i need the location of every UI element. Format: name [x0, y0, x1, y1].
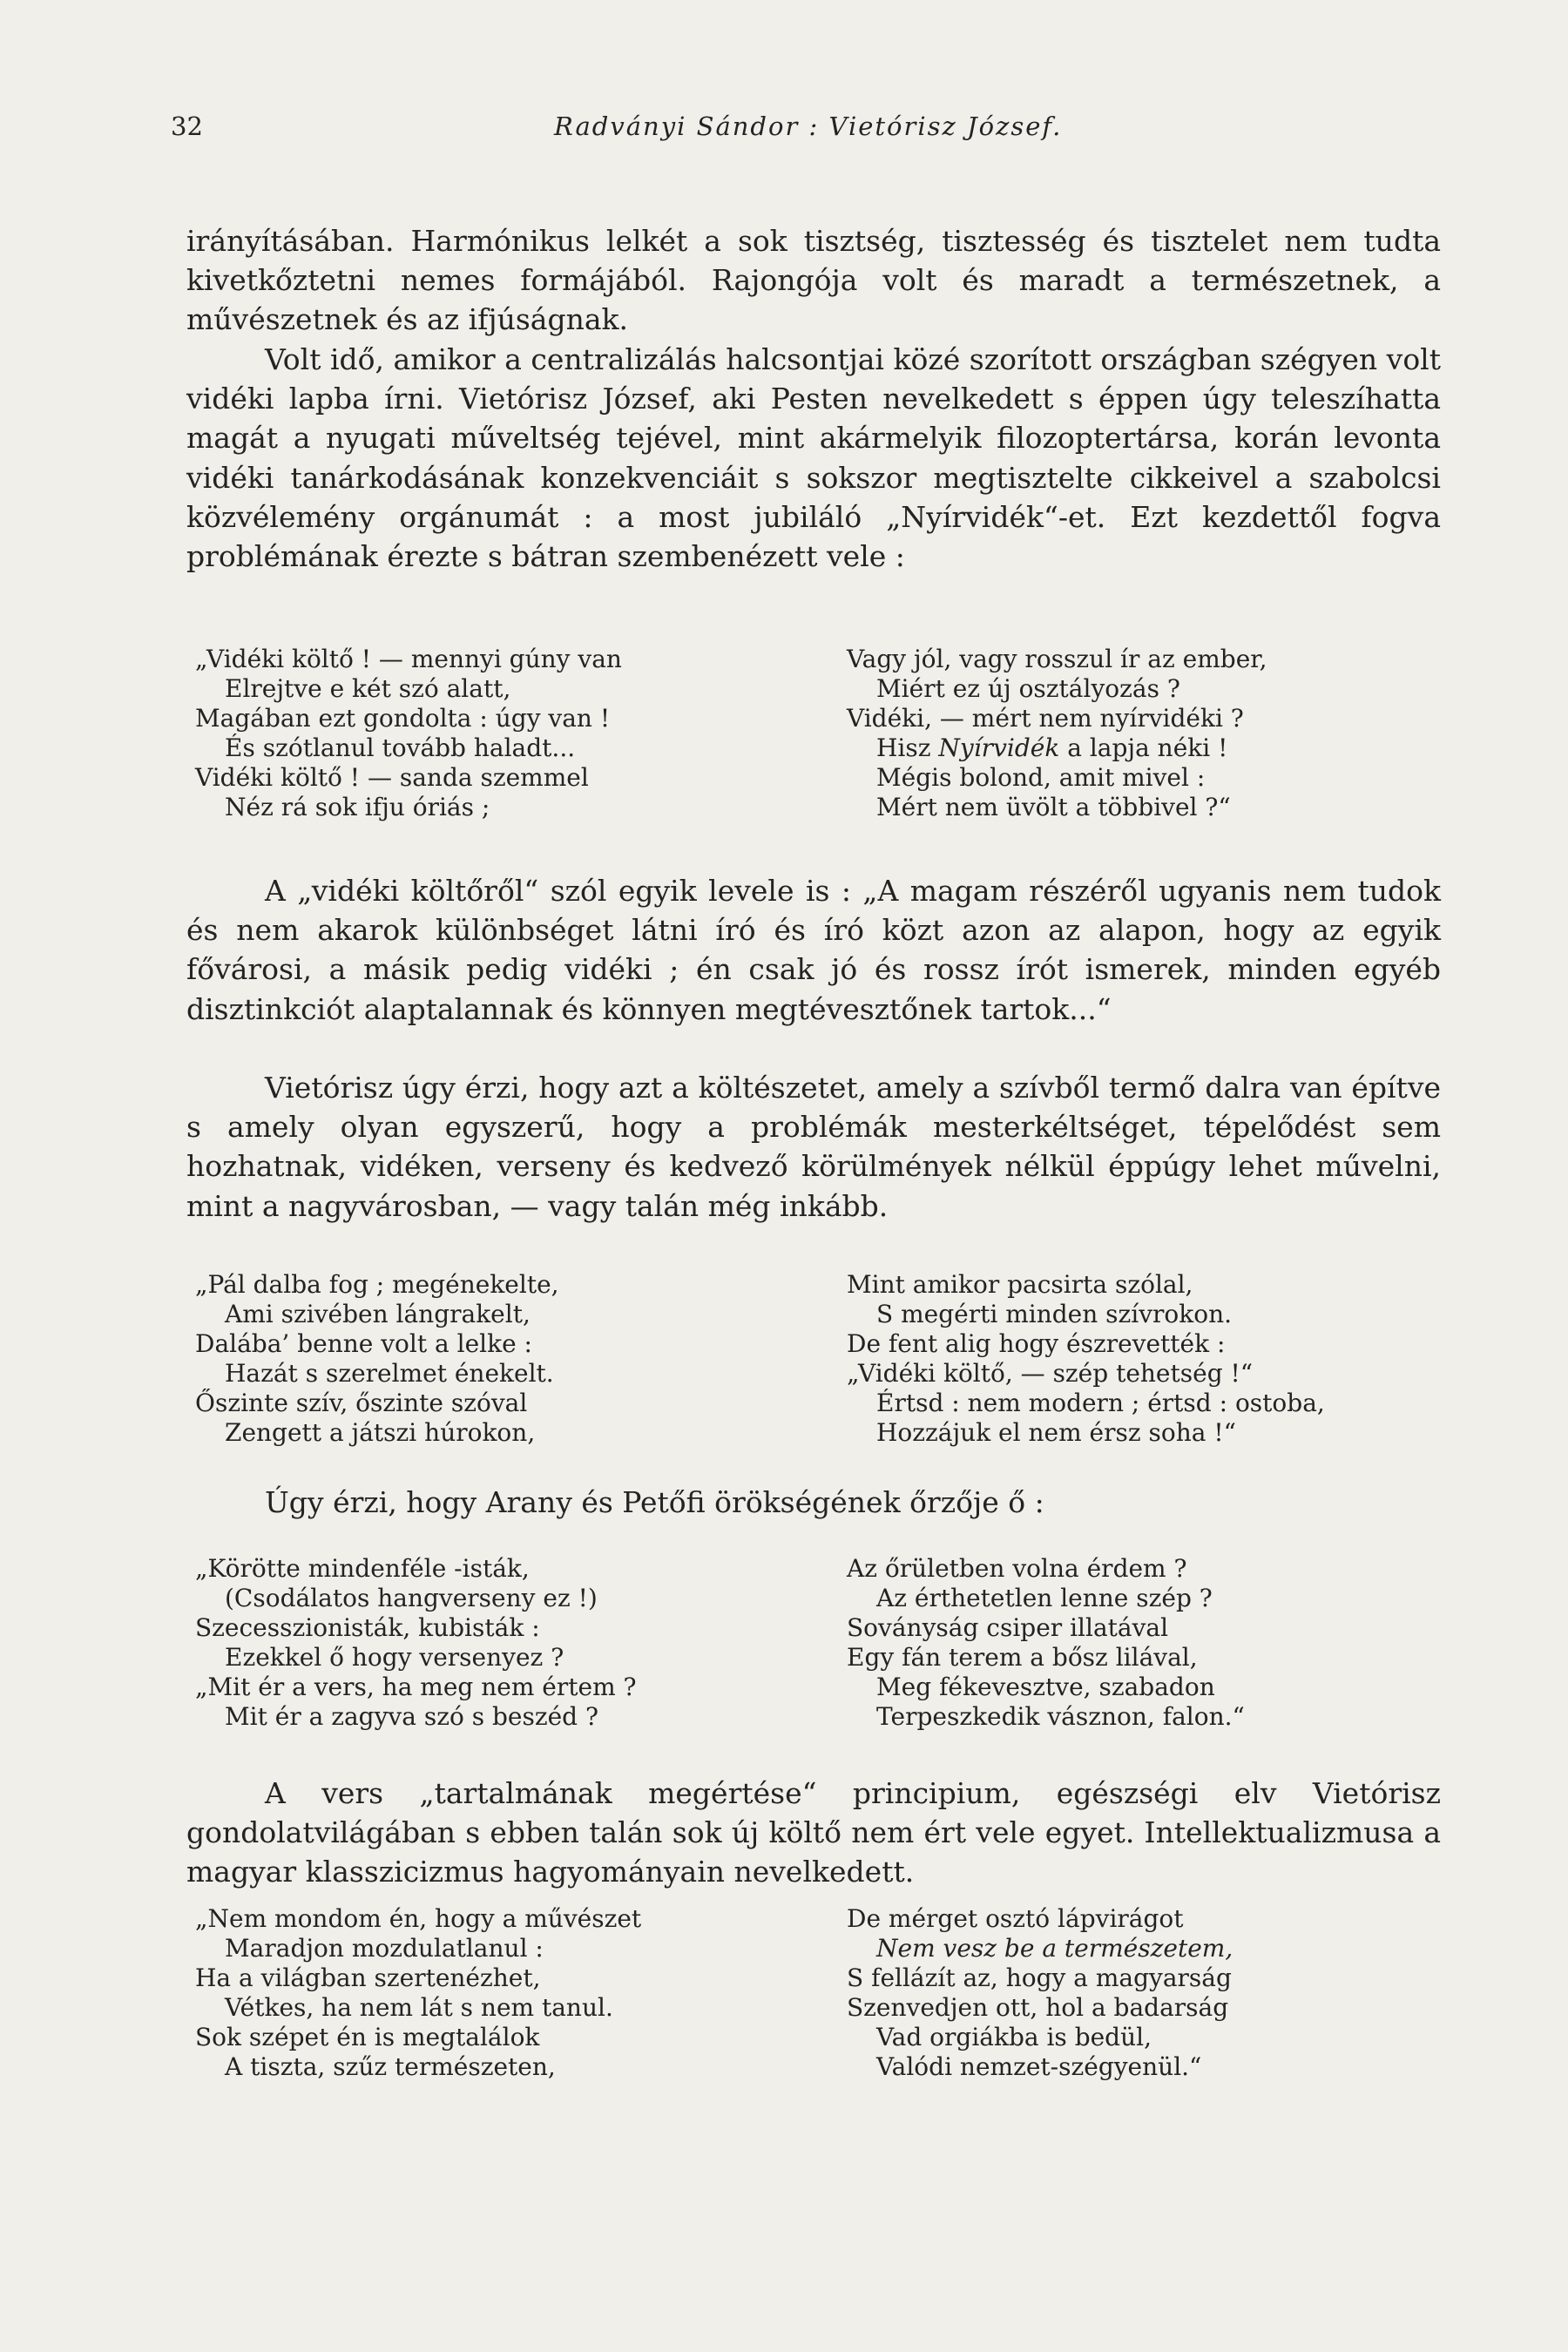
page-number: 32: [171, 112, 203, 141]
verse-line: Ezekkel ő hogy versenyez ?: [225, 1643, 564, 1672]
verse-line: Értsd : nem modern ; értsd : ostoba,: [876, 1389, 1325, 1417]
verse-text: Hisz: [876, 733, 931, 762]
verse-line: Mint amikor pacsirta szólal,: [847, 1270, 1193, 1299]
poem-3-left-stanza: [195, 1554, 805, 1732]
paragraph-1: irányításában. Harmónikus lelkét a sok tisztség, tisztesség és tisztelet nem tudta kivetkőztetni nemes formájából. Rajongója volt és maradt a természetnek, a művészetnek és az ifjúságnak.: [186, 224, 1441, 337]
poem-4-left-stanza: [195, 1904, 805, 2082]
paragraph-3: A „vidéki költőről“ szól egyik levele is : „A magam részéről ugyanis nem tudok és nem akarok különbséget látni író és író közt azon az alapon, hogy az egyik fővárosi, a másik pedig vidéki ; én csak jó és rossz írót ismerek, minden egyéb disztinkciót alaptalannak és könnyen megtévesztőnek tartok...“: [186, 874, 1441, 1026]
verse-line: „Vidéki költő ! — mennyi gúny van: [195, 645, 622, 673]
verse-line: Miért ez új osztályozás ?: [876, 674, 1180, 703]
verse-line: Az érthetetlen lenne szép ?: [876, 1584, 1213, 1612]
verse-line: Mégis bolond, amit mivel :: [876, 763, 1206, 792]
verse-line: Mért nem üvölt a többivel ?“: [876, 793, 1231, 821]
running-header: [171, 112, 1425, 150]
poem-1-left-stanza: [195, 645, 805, 822]
verse-line: Terpeszkedik vásznon, falon.“: [876, 1702, 1245, 1731]
verse-line: „Nem mondom én, hogy a művészet: [195, 1904, 642, 1933]
verse-line: [847, 733, 1456, 763]
poem-3-right-stanza: [847, 1554, 1456, 1732]
verse-line: Néz rá sok ifju óriás ;: [225, 793, 490, 821]
poem-2-right-stanza: [847, 1270, 1456, 1448]
verse-line: Zengett a játszi húrokon,: [225, 1418, 536, 1447]
verse-line: Mit ér a zagyva szó s beszéd ?: [225, 1702, 598, 1731]
verse-line: Szecesszionisták, kubisták :: [195, 1613, 540, 1642]
verse-line: Vétkes, ha nem lát s nem tanul.: [225, 1993, 613, 2022]
verse-line: Vidéki, — mért nem nyírvidéki ?: [847, 704, 1244, 733]
verse-line: A tiszta, szűz természeten,: [225, 2052, 556, 2081]
verse-line: Dalába’ benne volt a lelke :: [195, 1329, 532, 1358]
verse-line: Vagy jól, vagy rosszul ír az ember,: [847, 645, 1267, 673]
verse-line: „Pál dalba fog ; megénekelte,: [195, 1270, 559, 1299]
poem-2-left-stanza: [195, 1270, 805, 1448]
verse-text: a lapja néki !: [1067, 733, 1228, 762]
verse-line: Az őrületben volna érdem ?: [847, 1554, 1187, 1583]
verse-line: Hozzájuk el nem érsz soha !“: [876, 1418, 1236, 1447]
verse-line: Egy fán terem a bősz lilával,: [847, 1643, 1198, 1672]
verse-line: S megérti minden szívrokon.: [876, 1300, 1233, 1328]
verse-line: „Körötte mindenféle -isták,: [195, 1554, 530, 1583]
verse-line: „Vidéki költő, — szép tehetség !“: [847, 1359, 1254, 1388]
verse-line: Szenvedjen ott, hol a badarság: [847, 1993, 1229, 2022]
verse-line: Ha a világban szertenézhet,: [195, 1963, 541, 1992]
verse-line: Soványság csiper illatával: [847, 1613, 1169, 1642]
verse-line: Elrejtve e két szó alatt,: [225, 674, 511, 703]
verse-line: Magában ezt gondolta : úgy van !: [195, 704, 611, 733]
verse-line-italic: Nem vesz be a természetem,: [876, 1934, 1233, 1963]
poem-4-right-stanza: [847, 1904, 1456, 2082]
paragraph-6: A vers „tartalmának megértése“ principium, egészségi elv Vietórisz gondolatvilágában s ebben talán sok új költő nem ért vele egyet. Intellektualizmusa a magyar klasszicizmus hagyományain nevelkedett.: [186, 1776, 1441, 1889]
italic-title-nyirvidek: Nyírvidék: [938, 733, 1060, 762]
paragraph-5: Úgy érzi, hogy Arany és Petőfi örökségének őrzője ő :: [265, 1485, 1044, 1519]
running-title: Radványi Sándor : Vietórisz József.: [554, 112, 1063, 141]
verse-line: Hazát s szerelmet énekelt.: [225, 1359, 554, 1388]
verse-line: S fellázít az, hogy a magyarság: [847, 1963, 1232, 1992]
paragraph-4: Vietórisz úgy érzi, hogy azt a költészetet, amely a szívből termő dalra van építve s amely olyan egyszerű, hogy a problémák mesterkéltséget, tépelődést sem hozhatnak, vidéken, verseny és kedvező körülmények nélkül éppúgy lehet művelni, mint a nagyvárosban, — vagy talán még inkább.: [186, 1071, 1441, 1223]
verse-line: (Csodálatos hangverseny ez !): [225, 1584, 598, 1612]
verse-line: Őszinte szív, őszinte szóval: [195, 1389, 528, 1417]
verse-line: Valódi nemzet-szégyenül.“: [876, 2052, 1202, 2081]
verse-line: Ami szivében lángrakelt,: [225, 1300, 531, 1328]
verse-line: Vad orgiákba is bedül,: [876, 2023, 1152, 2051]
verse-line: „Mit ér a vers, ha meg nem értem ?: [195, 1673, 637, 1701]
poem-1-right-stanza: [847, 645, 1456, 822]
verse-line: Sok szépet én is megtalálok: [195, 2023, 540, 2051]
verse-line: De fent alig hogy észrevették :: [847, 1329, 1226, 1358]
verse-line: Meg fékevesztve, szabadon: [876, 1673, 1215, 1701]
verse-line: Maradjon mozdulatlanul :: [225, 1934, 544, 1963]
paragraph-2: Volt idő, amikor a centralizálás halcsontjai közé szorított országban szégyen volt vidéki lapba írni. Vietórisz József, aki Pesten nevelkedett s éppen úgy teleszíhatta magát a nyugati műveltség tejével, mint akármelyik filozoptertársa, korán levonta vidéki tanárkodásának konzekvenciáit s sokszor megtisztelte cikkeivel a szabolcsi közvélemény orgánumát : a most jubiláló „Nyírvidék“-et. Ezt kezdettől fogva problémának érezte s bátran szembenézett vele :: [186, 342, 1441, 574]
verse-line: De mérget osztó lápvirágot: [847, 1904, 1184, 1933]
verse-line: És szótlanul tovább haladt...: [225, 733, 576, 762]
verse-line: Vidéki költő ! — sanda szemmel: [195, 763, 589, 792]
